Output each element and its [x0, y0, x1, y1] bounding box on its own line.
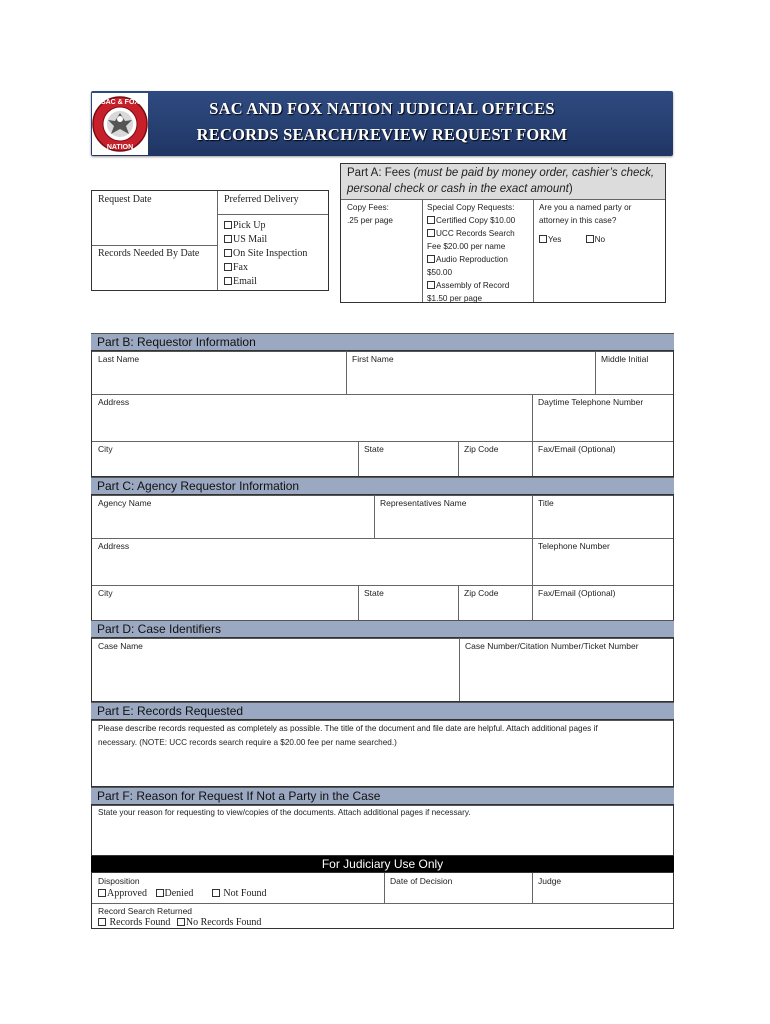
special-copy-list — [427, 201, 515, 305]
copy-fee-rate: .25 per page — [347, 216, 393, 225]
part-a-title: Part A: Fees — [347, 167, 411, 179]
delivery-option-pickup[interactable]: Pick Up — [224, 219, 307, 233]
part-a-note-line1: must be paid by money order, cashier’s check, — [417, 167, 655, 179]
approved-checkbox[interactable] — [98, 889, 106, 897]
audio-reproduction-checkbox[interactable] — [427, 255, 435, 263]
first-name-field[interactable]: First Name — [352, 354, 394, 364]
special-copy-label: Special Copy Requests: — [427, 203, 515, 212]
case-number-field[interactable]: Case Number/Citation Number/Ticket Number — [465, 641, 639, 651]
no-records-found-checkbox[interactable] — [177, 918, 185, 926]
onsite-checkbox[interactable] — [224, 249, 232, 257]
delivery-options — [224, 219, 307, 289]
part-f-instructions: State your reason for requesting to view/copies of the documents. Attach additional pages if necessary. — [98, 808, 471, 817]
part-f-reason-field[interactable] — [91, 804, 674, 856]
records-found-option[interactable]: Records Found — [98, 917, 170, 928]
part-b-fields — [91, 350, 674, 477]
part-c-title: Part C: Agency Requestor Information — [97, 479, 300, 493]
form-title-line2: RECORDS SEARCH/REVIEW REQUEST FORM — [196, 125, 568, 144]
pickup-checkbox[interactable] — [224, 221, 232, 229]
agency-title-field[interactable]: Title — [538, 498, 554, 508]
assembly-record-fee: $1.50 per page — [427, 294, 483, 303]
delivery-option-email[interactable]: Email — [224, 275, 307, 289]
part-a-note-line2: personal check or cash in the exact amount — [347, 183, 569, 195]
agency-address-field[interactable]: Address — [98, 541, 130, 551]
request-delivery-box — [91, 190, 329, 291]
part-a-fees-box — [340, 163, 666, 303]
part-e-instructions-2: necessary. (NOTE: UCC records search require a $20.00 fee per name searched.) — [98, 738, 397, 747]
not-found-option[interactable]: Not Found — [212, 888, 267, 899]
agency-city-field[interactable]: City — [98, 588, 113, 598]
certified-copy-option[interactable]: Certified Copy $10.00 — [427, 214, 515, 227]
part-e-records-field[interactable] — [91, 719, 674, 787]
agency-name-field[interactable]: Agency Name — [98, 498, 152, 508]
address-field[interactable]: Address — [98, 397, 130, 407]
part-e-instructions-1: Please describe records requested as completely as possible. The title of the document and file date are helpful. Attach additional pages if — [98, 724, 598, 733]
agency-zip-field[interactable]: Zip Code — [464, 588, 499, 598]
part-d-title: Part D: Case Identifiers — [97, 622, 222, 636]
part-d-fields — [91, 637, 674, 702]
records-needed-label: Records Needed By Date — [98, 248, 200, 259]
email-checkbox[interactable] — [224, 277, 232, 285]
ucc-search-fee: Fee $20.00 per name — [427, 242, 506, 251]
judiciary-use-box — [91, 872, 674, 929]
agency-state-field[interactable]: State — [364, 588, 384, 598]
preferred-delivery-label: Preferred Delivery — [224, 194, 299, 205]
logo-text-top: SAC & FOX — [100, 99, 140, 106]
part-b-title: Part B: Requestor Information — [97, 335, 256, 349]
fax-email-field[interactable]: Fax/Email (Optional) — [538, 444, 616, 454]
request-date-label: Request Date — [98, 194, 152, 205]
agency-phone-field[interactable]: Telephone Number — [538, 541, 610, 551]
audio-reproduction-option[interactable]: Audio Reproduction — [427, 253, 515, 266]
ucc-search-checkbox[interactable] — [427, 229, 435, 237]
not-found-checkbox[interactable] — [212, 889, 220, 897]
zip-code-field[interactable]: Zip Code — [464, 444, 499, 454]
last-name-field[interactable]: Last Name — [98, 354, 140, 364]
judge-field[interactable]: Judge — [538, 876, 562, 886]
records-found-checkbox[interactable] — [98, 918, 106, 926]
denied-checkbox[interactable] — [156, 889, 164, 897]
middle-initial-field[interactable]: Middle Initial — [601, 354, 649, 364]
named-party-yes[interactable]: Yes — [539, 235, 561, 244]
ucc-search-option[interactable]: UCC Records Search — [427, 227, 515, 240]
assembly-record-option[interactable]: Assembly of Record — [427, 279, 515, 292]
representative-name-field[interactable]: Representatives Name — [380, 498, 467, 508]
delivery-option-fax[interactable]: Fax — [224, 261, 307, 275]
logo-text-bottom: NATION — [106, 144, 134, 151]
named-party-no[interactable]: No — [586, 235, 605, 244]
part-e-title: Part E: Records Requested — [97, 704, 244, 718]
denied-option[interactable]: Denied — [156, 888, 194, 899]
state-field[interactable]: State — [364, 444, 384, 454]
daytime-phone-field[interactable]: Daytime Telephone Number — [538, 397, 644, 407]
no-checkbox[interactable] — [586, 235, 594, 243]
disposition-label: Disposition — [98, 876, 140, 886]
assembly-record-checkbox[interactable] — [427, 281, 435, 289]
audio-reproduction-fee: $50.00 — [427, 268, 453, 277]
named-party-question-1: Are you a named party or — [539, 203, 632, 212]
delivery-option-onsite[interactable]: On Site Inspection — [224, 247, 307, 261]
date-of-decision-field[interactable]: Date of Decision — [390, 876, 453, 886]
fax-checkbox[interactable] — [224, 263, 232, 271]
city-field[interactable]: City — [98, 444, 113, 454]
form-title-banner — [91, 91, 673, 156]
approved-option[interactable]: Approved — [98, 888, 147, 899]
copy-fees-label: Copy Fees: — [347, 203, 389, 212]
mail-checkbox[interactable] — [224, 235, 232, 243]
record-search-returned-label: Record Search Returned — [98, 906, 193, 916]
yes-checkbox[interactable] — [539, 235, 547, 243]
delivery-option-mail[interactable]: US Mail — [224, 233, 307, 247]
case-name-field[interactable]: Case Name — [98, 641, 143, 651]
no-records-found-option[interactable]: No Records Found — [177, 917, 262, 928]
form-title-line1: SAC AND FOX NATION JUDICIAL OFFICES — [209, 99, 555, 118]
judiciary-use-header — [91, 856, 674, 872]
nation-seal-logo — [92, 93, 148, 155]
part-f-title: Part F: Reason for Request If Not a Party in the Case — [97, 789, 381, 803]
part-c-fields — [91, 494, 674, 621]
named-party-question-2: attorney in this case? — [539, 216, 617, 225]
certified-copy-checkbox[interactable] — [427, 216, 435, 224]
agency-fax-email-field[interactable]: Fax/Email (Optional) — [538, 588, 616, 598]
part-a-header: Part A: Fees (must be paid by money order, cashier’s check, personal check or cash in the exact amount) — [341, 164, 665, 199]
judiciary-use-title: For Judiciary Use Only — [321, 857, 444, 871]
